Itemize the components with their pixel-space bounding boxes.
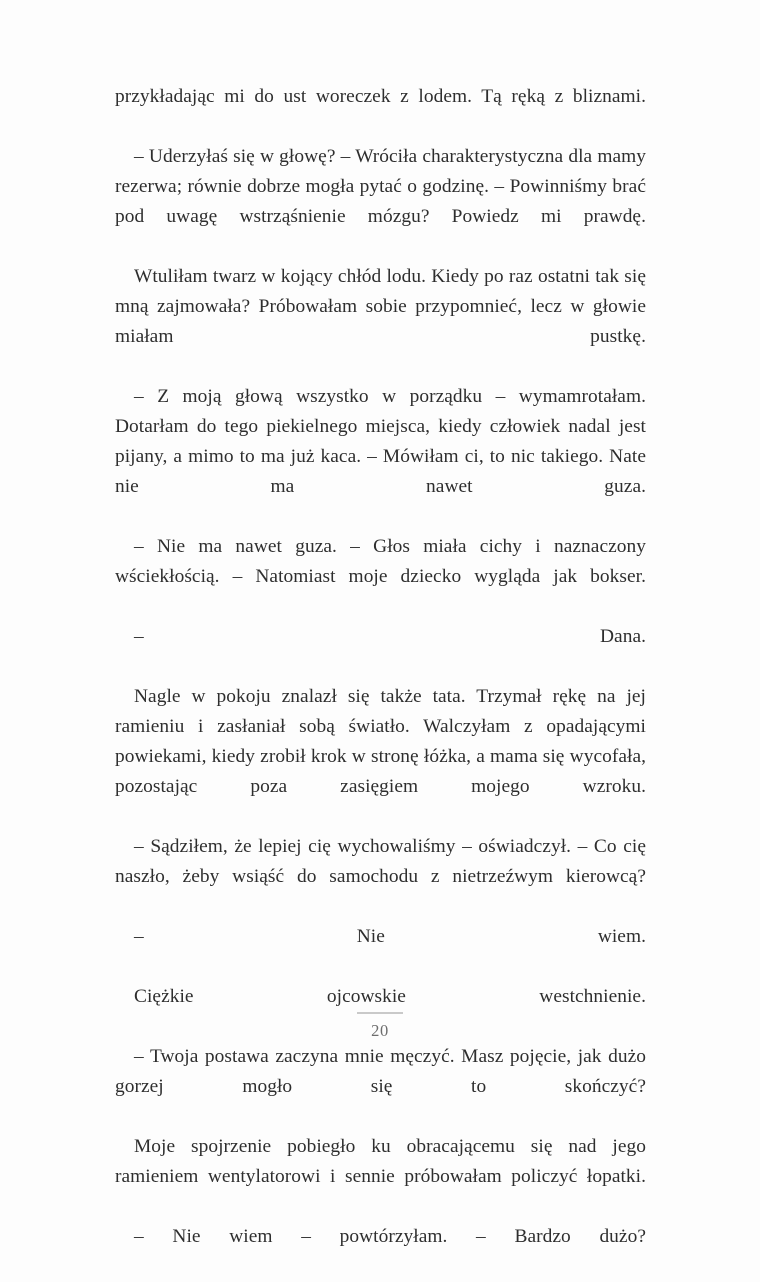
paragraph: – Nie wiem.	[134, 926, 646, 947]
paragraph: – Uderzyłaś się w głowę? – Wróciła charakterystyczna dla mamy rezerwa; równie dobrze mogła pytać o godzinę. – Powinniśmy brać pod uwagę wstrząśnienie mózgu? Powiedz mi prawdę.	[115, 146, 646, 227]
paragraph: Nagle w pokoju znalazł się także tata. Trzymał rękę na jej ramieniu i zasłaniał sobą światło. Walczyłam z opadającymi powiekami, kiedy zrobił krok w stronę łóżka, a mama się wycofała, pozostając poza zasięgiem mojego wzroku.	[115, 686, 646, 797]
paragraph: przykładając mi do ust woreczek z lodem. Tą ręką z bliznami.	[115, 86, 646, 107]
paragraph: Wtuliłam twarz w kojący chłód lodu. Kiedy po raz ostatni tak się mną zajmowała? Próbowałam sobie przypomnieć, lecz w głowie miałam pustkę.	[115, 266, 646, 347]
paragraph: – Twoja postawa zaczyna mnie męczyć. Masz pojęcie, jak dużo gorzej mogło się to skończyć?	[115, 1046, 646, 1097]
paragraph: – Nie wiem – powtórzyłam. – Bardzo dużo?	[134, 1226, 646, 1247]
text-column	[115, 82, 646, 1282]
page-number: 20	[371, 1021, 389, 1040]
paragraph: Moje spojrzenie pobiegło ku obracającemu się nad jego ramieniem wentylatorowi i sennie próbowałam policzyć łopatki.	[115, 1136, 646, 1187]
paragraph: – Z moją głową wszystko w porządku – wymamrotałam. Dotarłam do tego piekielnego miejsca, kiedy człowiek nadal jest pijany, a mimo to ma już kaca. – Mówiłam ci, to nic takiego. Nate nie ma nawet guza.	[115, 386, 646, 497]
page-footer	[0, 1012, 760, 1041]
paragraph: Ciężkie ojcowskie westchnienie.	[134, 986, 646, 1007]
footer-divider	[357, 1012, 403, 1014]
paragraph: – Sądziłem, że lepiej cię wychowaliśmy – oświadczył. – Co cię naszło, żeby wsiąść do samochodu z nietrzeźwym kierowcą?	[115, 836, 646, 887]
paragraph: – Nie ma nawet guza. – Głos miała cichy i naznaczony wściekłością. – Natomiast moje dziecko wygląda jak bokser.	[115, 536, 646, 587]
paragraph: – Dana.	[134, 626, 646, 647]
